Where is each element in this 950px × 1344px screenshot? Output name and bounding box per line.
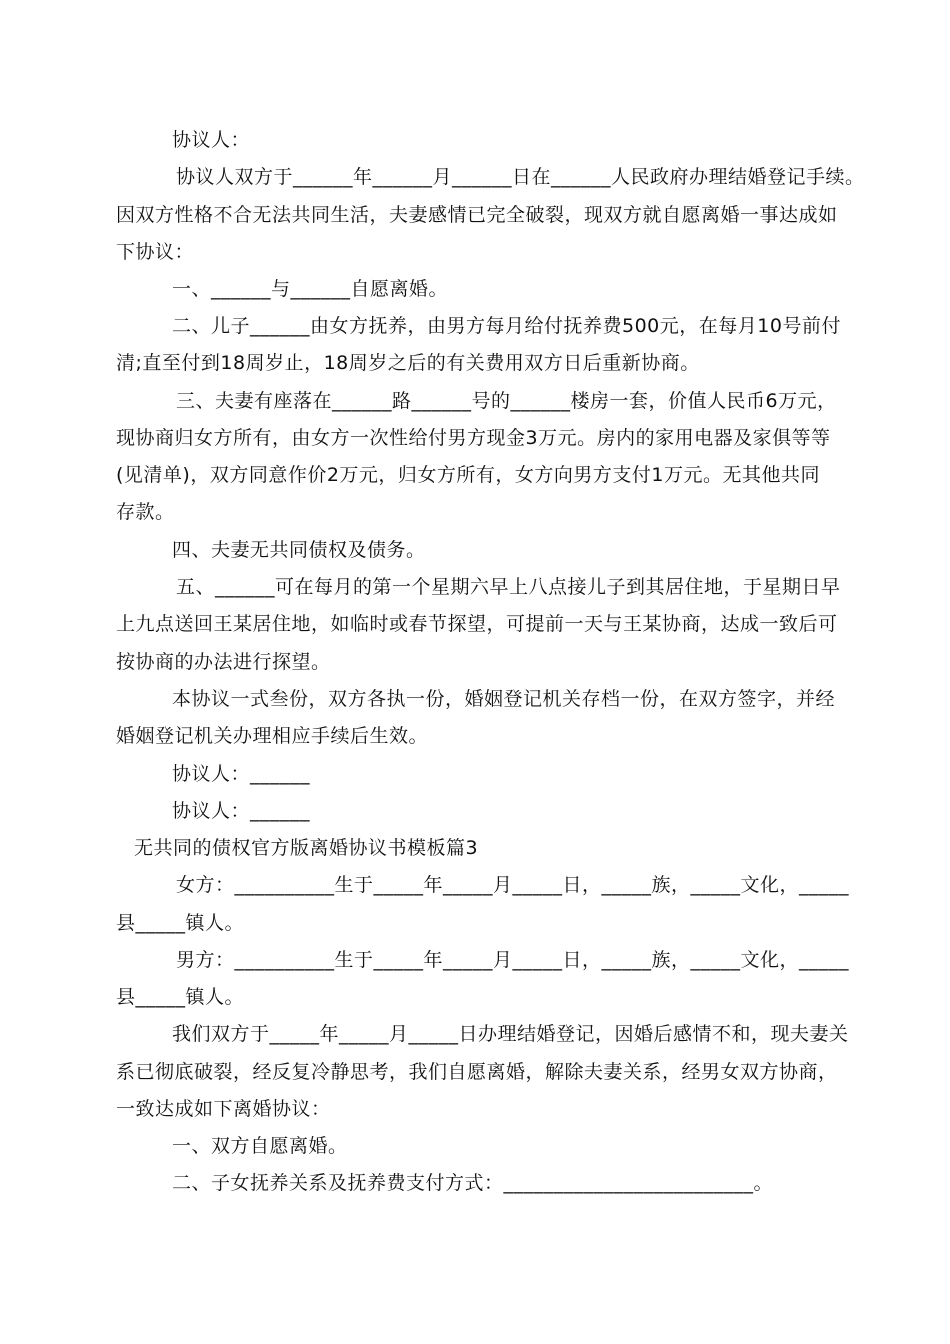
text-line: 二、子女抚养关系及抚养费支付方式：_________________________。 — [172, 1172, 774, 1194]
text-line: 清;直至付到18周岁止，18周岁之后的有关费用双方日后重新协商。 — [116, 352, 700, 374]
text-line: 本协议一式叁份，双方各执一份，婚姻登记机关存档一份，在双方签字，并经 — [172, 688, 836, 710]
text-line: 一致达成如下离婚协议： — [116, 1098, 331, 1120]
text-line: 四、夫妻无共同债权及债务。 — [172, 539, 426, 561]
text-line: 一、双方自愿离婚。 — [172, 1135, 348, 1157]
text-line: 按协商的办法进行探望。 — [116, 651, 331, 673]
text-line: 县_____镇人。 — [116, 986, 245, 1008]
text-line: 上九点送回王某居住地，如临时或春节探望，可提前一天与王某协商，达成一致后可 — [116, 613, 838, 635]
text-line: 存款。 — [116, 501, 175, 523]
text-line: 男方：__________生于_____年_____月_____日，_____族，_____文化，_____ — [176, 949, 850, 971]
text-line: 协议人双方于______年______月______日在______人民政府办理结婚登记手续。 — [176, 166, 865, 188]
text-line: 女方：__________生于_____年_____月_____日，_____族，_____文化，_____ — [176, 874, 850, 896]
text-line: 下协议： — [116, 241, 195, 263]
text-line: 现协商归女方所有，由女方一次性给付男方现金3万元。房内的家用电器及家俱等等 — [116, 427, 831, 449]
text-line: 我们双方于_____年_____月_____日办理结婚登记，因婚后感情不和，现夫妻关 — [172, 1023, 849, 1045]
text-line: 婚姻登记机关办理相应手续后生效。 — [116, 725, 429, 747]
text-line: (见清单)，双方同意作价2万元，归女方所有，女方向男方支付1万元。无其他共同 — [116, 464, 821, 486]
text-line: 因双方性格不合无法共同生活，夫妻感情已完全破裂，现双方就自愿离婚一事达成如 — [116, 204, 838, 226]
text-line: 县_____镇人。 — [116, 912, 245, 934]
text-line: 二、儿子______由女方抚养，由男方每月给付抚养费500元，在每月10号前付 — [172, 315, 841, 337]
text-line: 协议人：______ — [172, 763, 311, 785]
text-line: 系已彻底破裂，经反复冷静思考，我们自愿离婚，解除夫妻关系，经男女双方协商， — [116, 1061, 838, 1083]
text-line: 协议人： — [172, 129, 251, 151]
section-heading: 无共同的债权官方版离婚协议书模板篇3 — [134, 837, 479, 859]
text-line: 一、______与______自愿离婚。 — [172, 278, 449, 300]
text-line: 协议人：______ — [172, 800, 311, 822]
text-line: 五、______可在每月的第一个星期六早上八点接儿子到其居住地，于星期日早 — [176, 576, 841, 598]
text-line: 三、夫妻有座落在______路______号的______楼房一套，价值人民币6万元， — [176, 390, 837, 412]
